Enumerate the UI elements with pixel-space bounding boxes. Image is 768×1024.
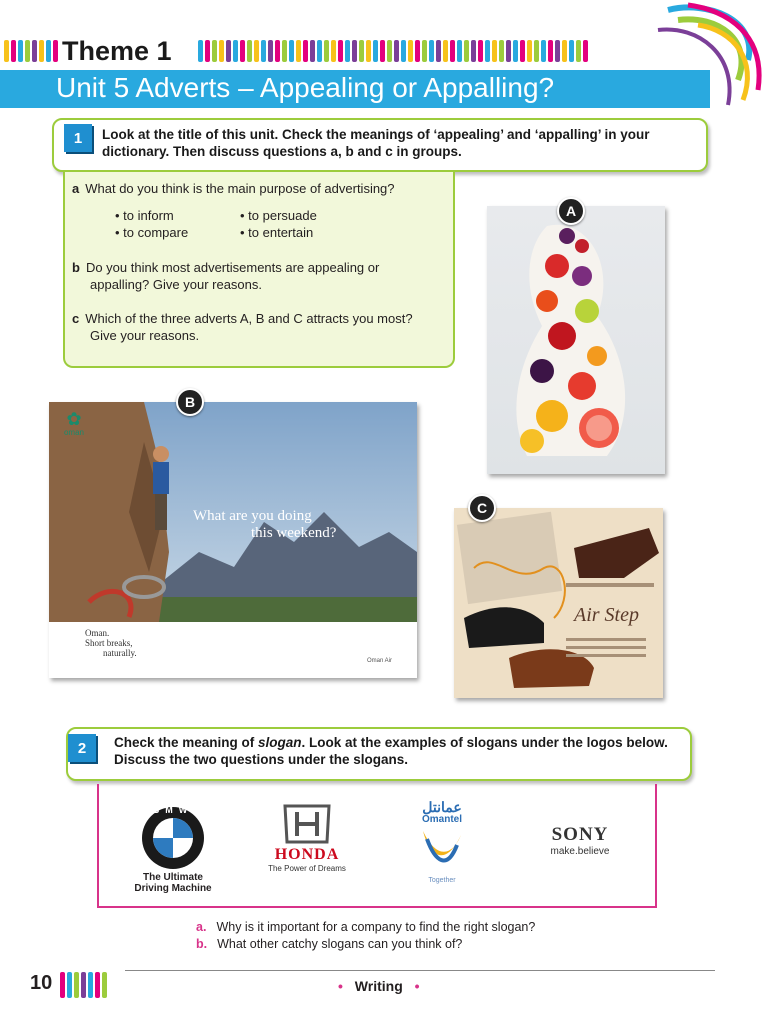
sony-slogan: make.believe (550, 846, 610, 857)
omantel-name: Omantel (421, 814, 462, 825)
option-inform: • to inform (115, 208, 174, 223)
advert-b-slogan-3: naturally. (103, 648, 137, 658)
omantel-swoosh-icon (417, 825, 467, 877)
question-c-line2: Give your reasons. (90, 328, 200, 343)
omantel-arabic: عمانتل (422, 799, 462, 815)
sony-logo (532, 824, 628, 857)
task2-instruction-pre: Check the meaning of (114, 735, 259, 750)
advert-b-headline-1: What are you doing (193, 508, 312, 524)
bmw-slogan-2: Driving Machine (134, 883, 212, 894)
footer-bullet-right: • (414, 978, 420, 994)
advert-b-logo: ✿ oman (59, 410, 89, 437)
advert-b-slogan (85, 628, 137, 658)
honda-logo (252, 802, 362, 873)
shoes-illustration (454, 508, 663, 698)
honda-slogan: The Power of Dreams (268, 864, 346, 873)
question-b (72, 259, 379, 276)
footer-stripes (60, 972, 107, 998)
footer-bullet-left: • (338, 978, 343, 994)
advert-c-badge: C (468, 494, 496, 522)
task2-number: 2 (68, 734, 96, 762)
question-a-letter: a (72, 181, 80, 196)
fruit-splash-illustration (487, 206, 665, 474)
footer-rule (125, 970, 715, 971)
bmw-slogan-1: The Ultimate (142, 872, 203, 883)
theme-title: Theme 1 (62, 36, 172, 66)
omantel-slogan: Together (428, 877, 456, 884)
bottom-question-a (196, 919, 535, 935)
advert-a-image (487, 206, 665, 474)
option-compare: • to compare (115, 225, 189, 240)
bottom-question-b-letter: b. (196, 937, 208, 951)
unit-title: Unit 5 Adverts – Appealing or Appalling? (56, 72, 555, 103)
honda-name: HONDA (274, 846, 340, 863)
advert-c-image (454, 508, 663, 698)
task2-instruction (114, 734, 684, 768)
sony-name: SONY (551, 824, 609, 845)
option-entertain: • to entertain (240, 225, 314, 240)
advert-b-image (49, 402, 417, 678)
omantel-logo (404, 800, 480, 884)
advert-b-slogan-2: Short breaks, (85, 638, 133, 648)
bmw-roundel-icon (141, 806, 205, 870)
question-a-text: What do you think is the main purpose of advertising? (85, 181, 395, 196)
footer-section (338, 978, 420, 994)
bottom-question-a-text: Why is it important for a company to find the right slogan? (216, 920, 536, 934)
question-c-text1: Which of the three adverts A, B and C attracts you most? (85, 311, 413, 326)
option-persuade: • to persuade (240, 208, 317, 223)
advert-b-brand: Oman Air (367, 658, 393, 664)
bmw-mark: BMW (152, 805, 194, 815)
task2-instruction-post: . Look at the examples of slogans under the logos below. Discuss the two questions under the slogans. (114, 735, 668, 767)
advert-b-slogan-1: Oman. (85, 628, 110, 638)
question-b-letter: b (72, 260, 80, 275)
task1-instruction: Look at the title of this unit. Check the meanings of ‘appealing’ and ‘appalling’ in your dictionary. Then discuss questions a, b and c in groups. (102, 127, 650, 159)
advert-c-brand: Air Step (574, 604, 639, 626)
advert-a-badge: A (557, 197, 585, 225)
advert-b-headline-2: this weekend? (251, 525, 337, 541)
honda-h-icon (281, 802, 333, 846)
footer-section-label: Writing (354, 978, 403, 994)
question-a (72, 180, 395, 197)
task2-instruction-em: slogan (258, 735, 302, 750)
question-b-text1: Do you think most advertisements are appealing or (85, 260, 380, 275)
bottom-question-b-text: What other catchy slogans can you think of? (217, 937, 463, 951)
question-c (72, 310, 413, 327)
page-number: 10 (30, 972, 53, 994)
question-b-line2: appalling? Give your reasons. (90, 277, 262, 292)
bottom-question-b (196, 936, 462, 952)
advert-b-badge: B (176, 388, 204, 416)
advert-b-logo-text: oman (63, 428, 84, 437)
bmw-logo (128, 806, 218, 894)
header-stripes-right (198, 40, 588, 62)
bottom-question-a-letter: a. (196, 920, 207, 934)
header-stripes-left (4, 40, 58, 62)
task1-number: 1 (64, 124, 92, 152)
question-c-letter: c (72, 311, 80, 326)
